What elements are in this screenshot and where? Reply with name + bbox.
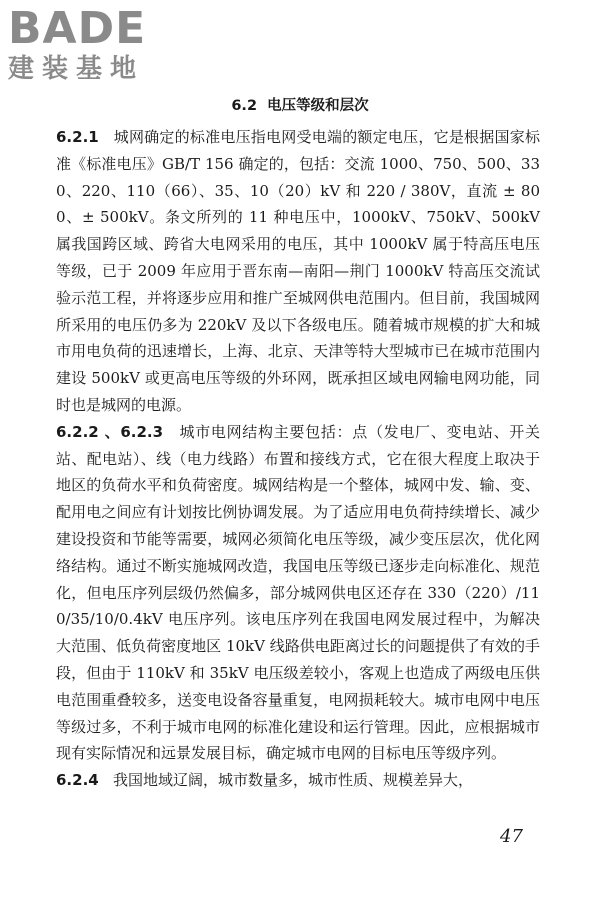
clause-number: 6.2.2 、6.2.3 — [56, 422, 164, 441]
paragraph-6-2-4 — [56, 767, 540, 794]
logo-subtitle: 建装基地 — [8, 54, 145, 84]
logo-wordmark: BADE — [8, 3, 147, 54]
paragraph-text: 城网确定的标准电压指电网受电端的额定电压，它是根据国家标准《标准电压》GB/T 156 确定的，包括：交流 1000、750、500、330、220、110（66）、35、10（20）kV 和 220 / 380V，直流 ± 800、± 500kV。条文所列的 11 种电压中，1000kV、750kV、500kV 属我国跨区域、跨省大电网采用的电压，其中 1000kV 属于特高压电压等级，已于 2009 年应用于晋东南—南阳—荆门 1000kV 特高压交流试验示范工程，并将逐步应用和推广至城网供电范围内。但目前，我国城网所采用的电压仍多为 220kV 及以下各级电压。随着城市规模的扩大和城市用电负荷的迅速增长，上海、北京、天津等特大型城市已在城市范围内建设 500kV 或更高电压等级的外环网，既承担区域电网输电网功能，同时也是城网的电源。 — [56, 128, 540, 414]
body-text — [56, 124, 540, 794]
paragraph-text: 我国地域辽阔，城市数量多，城市性质、规模差异大， — [113, 771, 474, 790]
clause-number: 6.2.4 — [56, 771, 99, 790]
paragraph-6-2-2-3 — [56, 419, 540, 767]
paragraph-text: 城市电网结构主要包括：点（发电厂、变电站、开关站、配电站）、线（电力线路）布置和接线方式，它在很大程度上取决于地区的负荷水平和负荷密度。城网结构是一个整体，城网中发、输、变、配用电之间应有计划按比例协调发展。为了适应用电负荷持续增长、减少建设投资和节能等需要，城网必须简化电压等级，减少变压层次，优化网络结构。通过不断实施城网改造，我国电压等级已逐步走向标准化、规范化，但电压序列层级仍然偏多，部分城网供电区还存在 330（220）/110/35/10/0.4kV 电压序列。该电压序列在我国电网发展过程中，为解决大范围、低负荷密度地区 10kV 线路供电距离过长的问题提供了有效的手段，但由于 110kV 和 35kV 电压级差较小，客观上也造成了两级电压供电范围重叠较多，送变电设备容量重复，电网损耗较大。城市电网中电压等级过多，不利于城市电网的标准化建设和运行管理。因此，应根据城市现有实际情况和远景发展目标，确定城市电网的目标电压等级序列。 — [56, 422, 540, 763]
paragraph-6-2-1 — [56, 124, 540, 419]
brand-logo — [8, 3, 178, 84]
page-number: 47 — [500, 826, 523, 847]
clause-number: 6.2.1 — [56, 128, 99, 146]
section-title: 6.2 电压等级和层次 — [231, 98, 369, 114]
